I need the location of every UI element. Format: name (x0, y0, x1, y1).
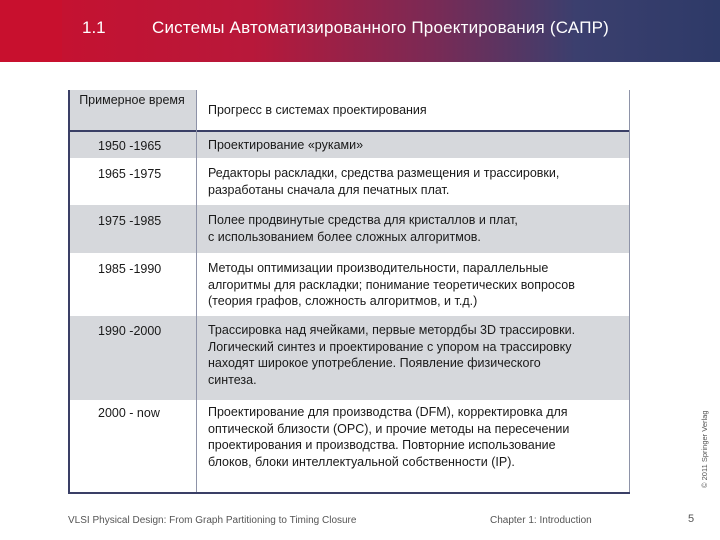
section-number: 1.1 (82, 18, 106, 37)
description-line: Проектирование «руками» (208, 137, 364, 152)
row-year: 1985 -1990 (98, 262, 162, 276)
table-row (68, 400, 630, 494)
table-row (68, 316, 630, 400)
row-year: 1965 -1975 (98, 167, 162, 181)
table-left-border (68, 90, 70, 492)
description-line: алгоритмы для раскладки; понимание теоретических вопросов (208, 277, 575, 292)
row-year: 1975 -1985 (98, 214, 162, 228)
description-line: Проектирование для производства (DFM), корректировка для (208, 405, 568, 419)
table-row (68, 158, 630, 205)
description-line: Трассировка над ячейками, первые метордбы 3D трассировки. (208, 323, 576, 337)
row-year: 2000 - now (98, 406, 160, 420)
description-line: синтеза. (208, 372, 257, 387)
row-description (196, 404, 630, 494)
description-line: с использованием более сложных алгоритмов. (208, 229, 481, 244)
description-line: (теория графов, сложность алгоритмов, и т.д.) (208, 294, 478, 308)
row-description (196, 322, 630, 400)
row-year: 1950 -1965 (98, 139, 162, 153)
table-row (68, 253, 630, 316)
description-line: Полее продвинутые средства для кристаллов и плат, (208, 213, 518, 227)
table-bottom-border (68, 492, 630, 494)
table-column-divider (196, 90, 197, 492)
footer-chapter: Chapter 1: Introduction (490, 515, 592, 526)
table-header-row (68, 90, 630, 132)
column-header-progress: Прогресс в системах проектирования (196, 90, 630, 130)
description-line: проектирования и производства. Повторние использование (208, 438, 556, 452)
row-year: 1990 -2000 (98, 324, 162, 338)
description-line: Логический синтез и проектирование с упором на трассировку (208, 339, 572, 354)
description-line: оптической близости (OPC), и прочие методы на пересечении (208, 421, 570, 436)
row-description (196, 165, 630, 205)
slide-title: Системы Автоматизированного Проектирования (САПР) (152, 18, 610, 37)
description-line: разработаны сначала для печатных плат. (208, 182, 450, 197)
slide-header (0, 0, 720, 62)
table-right-border (629, 90, 630, 492)
page-number: 5 (688, 513, 695, 525)
history-table (68, 90, 630, 494)
table-row (68, 132, 630, 158)
description-line: блоков, блоки интеллектуальной собственности (IP). (208, 454, 515, 469)
row-description (196, 137, 630, 154)
footer-book-title: VLSI Physical Design: From Graph Partitioning to Timing Closure (68, 515, 357, 526)
row-description (196, 260, 630, 316)
description-line: находят широкое употребление. Появление физического (208, 356, 541, 370)
column-header-time: Примерное время (68, 90, 196, 130)
row-description (196, 212, 630, 253)
copyright-notice: © 2011 Springer Verlag (700, 410, 709, 488)
description-line: Редакторы раскладки, средства размещения и трассировки, (208, 166, 560, 180)
header-accent-block (0, 0, 62, 62)
table-row (68, 205, 630, 253)
description-line: Методы оптимизации производительности, параллельные (208, 261, 549, 275)
